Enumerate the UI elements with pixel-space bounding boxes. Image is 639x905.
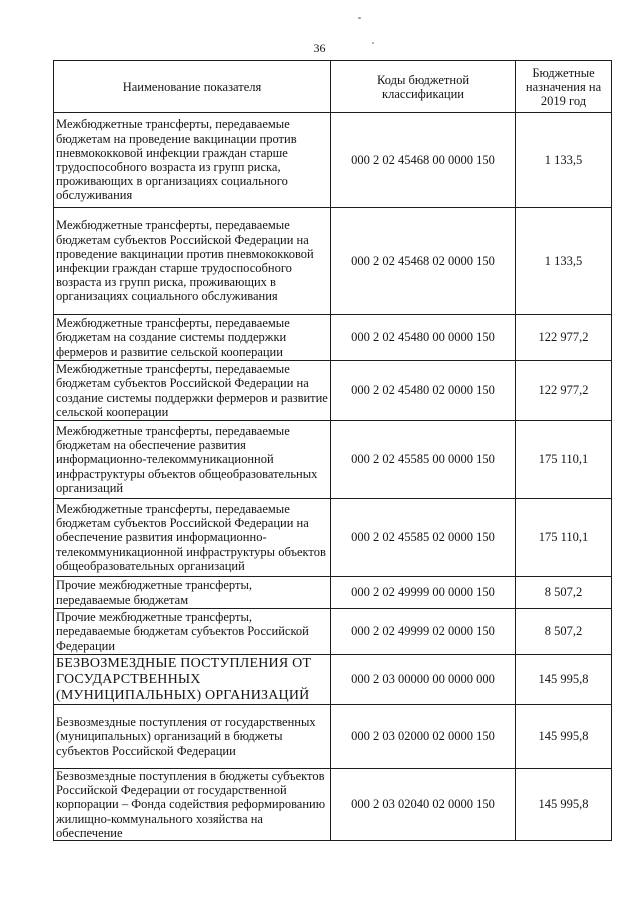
row-amount: 8 507,2 — [516, 577, 612, 609]
table-row — [54, 655, 612, 705]
row-name: Межбюджетные трансферты, передаваемые бюджетам на обеспечение развития информационно-телекоммуникационной инфраструктуры объектов общеобразовательных организаций — [54, 421, 331, 499]
table-row — [54, 208, 612, 315]
row-code: 000 2 02 45480 02 0000 150 — [331, 361, 516, 421]
row-amount: 8 507,2 — [516, 609, 612, 655]
row-name: Межбюджетные трансферты, передаваемые бюджетам субъектов Российской Федерации на обеспечение развития информационно-телекоммуникационной инфраструктуры объектов общеобразовательных организаций — [54, 499, 331, 577]
row-code: 000 2 02 45480 00 0000 150 — [331, 315, 516, 361]
budget-table — [53, 60, 612, 841]
row-amount: 145 995,8 — [516, 769, 612, 841]
row-name: Прочие межбюджетные трансферты, передаваемые бюджетам субъектов Российской Федерации — [54, 609, 331, 655]
table-row — [54, 421, 612, 499]
row-amount: 1 133,5 — [516, 208, 612, 315]
row-code: 000 2 02 45468 00 0000 150 — [331, 113, 516, 208]
row-code: 000 2 02 49999 00 0000 150 — [331, 577, 516, 609]
row-amount: 1 133,5 — [516, 113, 612, 208]
row-name: Межбюджетные трансферты, передаваемые бюджетам субъектов Российской Федерации на проведение вакцинации против пневмококковой инфекции граждан старше трудоспособного возраста из групп риска, проживающих в организациях социального обслуживания — [54, 208, 331, 315]
row-amount: 122 977,2 — [516, 315, 612, 361]
table-row — [54, 705, 612, 769]
row-name: Межбюджетные трансферты, передаваемые бюджетам на создание системы поддержки фермеров и развитие сельской кооперации — [54, 315, 331, 361]
table-row — [54, 113, 612, 208]
row-code: 000 2 02 45585 00 0000 150 — [331, 421, 516, 499]
row-amount: 175 110,1 — [516, 421, 612, 499]
row-name: Межбюджетные трансферты, передаваемые бюджетам субъектов Российской Федерации на создание системы поддержки фермеров и развитие сельской кооперации — [54, 361, 331, 421]
row-amount: 145 995,8 — [516, 655, 612, 705]
row-name: БЕЗВОЗМЕЗДНЫЕ ПОСТУПЛЕНИЯ ОТ ГОСУДАРСТВЕННЫХ (МУНИЦИПАЛЬНЫХ) ОРГАНИЗАЦИЙ — [54, 655, 331, 705]
row-code: 000 2 03 02040 02 0000 150 — [331, 769, 516, 841]
table-row — [54, 577, 612, 609]
row-name: Прочие межбюджетные трансферты, передаваемые бюджетам — [54, 577, 331, 609]
table-row — [54, 361, 612, 421]
table-header-row — [54, 61, 612, 113]
row-amount: 122 977,2 — [516, 361, 612, 421]
row-amount: 145 995,8 — [516, 705, 612, 769]
table-row — [54, 609, 612, 655]
row-code: 000 2 02 45585 02 0000 150 — [331, 499, 516, 577]
table-row — [54, 769, 612, 841]
row-name: Безвозмездные поступления в бюджеты субъектов Российской Федерации от государственной корпорации – Фонда содействия реформированию жилищно-коммунального хозяйства на обеспечение — [54, 769, 331, 841]
table-row — [54, 499, 612, 577]
row-code: 000 2 02 49999 02 0000 150 — [331, 609, 516, 655]
row-name: Безвозмездные поступления от государственных (муниципальных) организаций в бюджеты субъектов Российской Федерации — [54, 705, 331, 769]
row-amount: 175 110,1 — [516, 499, 612, 577]
table-row — [54, 315, 612, 361]
page-number: 36 — [313, 41, 326, 55]
scan-speck — [358, 17, 361, 19]
row-code: 000 2 02 45468 02 0000 150 — [331, 208, 516, 315]
header-amount: Бюджетные назначения на 2019 год — [516, 61, 612, 113]
header-name: Наименование показателя — [54, 61, 331, 113]
header-code: Коды бюджетной классификации — [331, 61, 516, 113]
row-code: 000 2 03 02000 02 0000 150 — [331, 705, 516, 769]
row-code: 000 2 03 00000 00 0000 000 — [331, 655, 516, 705]
row-name: Межбюджетные трансферты, передаваемые бюджетам на проведение вакцинации против пневмококковой инфекции граждан старше трудоспособного возраста из групп риска, проживающих в организациях социального обслуживания — [54, 113, 331, 208]
